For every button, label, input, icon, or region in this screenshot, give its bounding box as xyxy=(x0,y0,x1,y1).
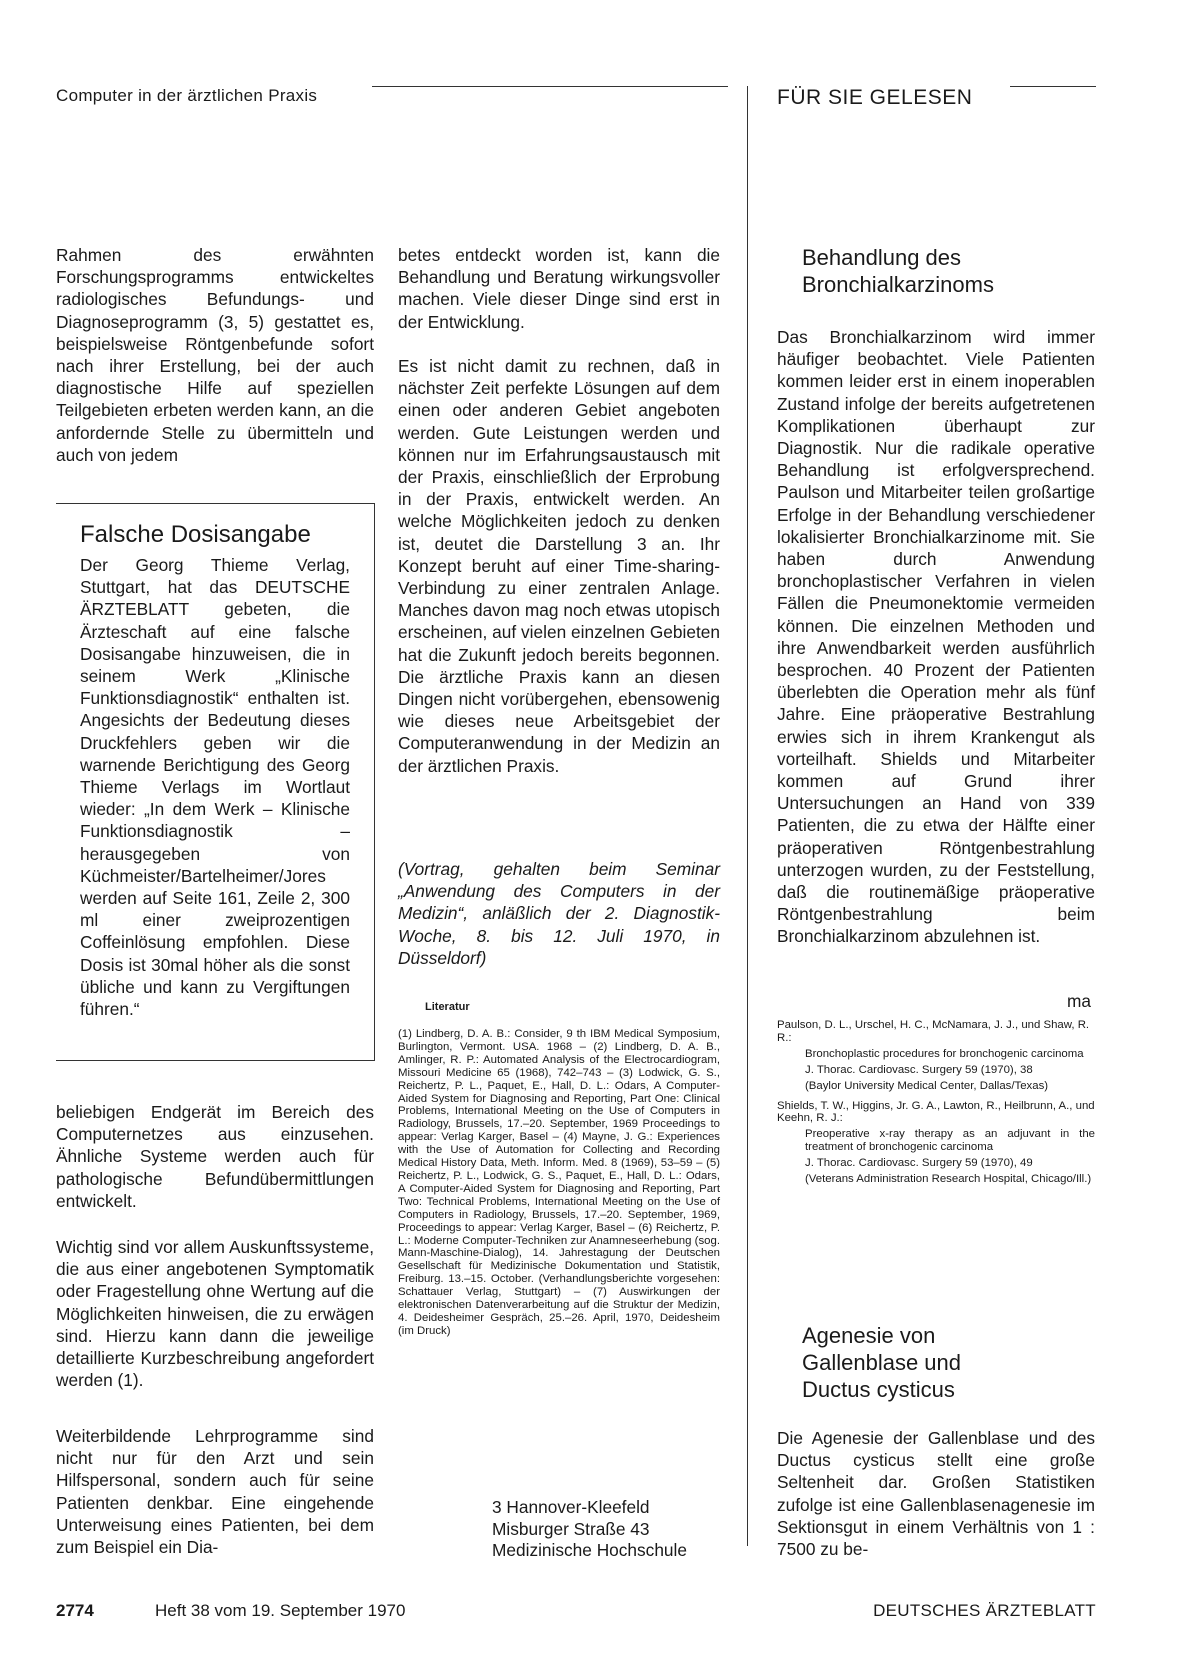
notice-box-text: Der Georg Thieme Verlag, Stuttgart, hat das DEUTSCHE ÄRZTEBLATT gebeten, die Ärzteschaft auf eine falsche Dosisangabe hinzuweisen, die in seinem Werk „Klinische Funktionsdiagnostik“ enthalten ist. Angesichts der Bedeutung dieses Druckfehlers geben wir die warnende Berichtigung des Georg Thieme Verlags im Wortlaut wieder: „In dem Werk – Klinische Funktionsdiagnostik – herausgegeben von Küchmeister/Bartelheimer/Jores werden auf Seite 161, Zeile 2, 300 ml einer zweiprozentigen Coffeinlösung empfohlen. Diese Dosis ist 30mal höher als die sonst übliche und kann zu Vergiftungen führen.“ xyxy=(80,555,350,1020)
ref1-title: Bronchoplastic procedures for bronchogenic carcinoma xyxy=(805,1047,1084,1060)
section-title: FÜR SIE GELESEN xyxy=(777,86,973,109)
article1-title xyxy=(802,244,994,298)
article1-signature: ma xyxy=(1067,991,1092,1011)
article1-text: Das Bronchialkarzinom wird immer häufiger beobachtet. Viele Patienten kommen leider erst in einem inoperablen Zustand infolge der bereits aufgetretenen Komplikationen überhaupt zur Diagnostik. Nur die radikale operative Behandlung ist erfolgversprechend. Paulson und Mitarbeiter teilen großartige Erfolge in der Behandlung verschiedener lokalisierter Bronchialkarzinome mit. Sie haben durch Anwendung bronchoplastischer Verfahren in vielen Fällen die Pneumonektomie vermeiden können. Die einzelnen Methoden und ihre Anwendbarkeit werden ausführlich besprochen. 40 Prozent der Patienten überlebten die Operation mehr als fünf Jahre. Eine präoperative Bestrahlung erwies sich in ihrem Krankengut als vorteilhaft. Shields und Mitarbeiter kommen auf Grund ihrer Untersuchungen an Hand von 339 Patienten, die zu etwa der Hälfte einer präoperativen Röntgenbestrahlung unterzogen wurden, zu der Feststellung, daß die routinemäßige präoperative Röntgenbestrahlung beim Bronchialkarzinom abzulehnen ist. xyxy=(777,327,1095,947)
ref1-authors: Paulson, D. L., Urschel, H. C., McNamara, J. J., und Shaw, R. R.: xyxy=(777,1019,1090,1044)
literature-list: (1) Lindberg, D. A. B.: Consider, 9 th IBM Medical Symposium, Burlington, Vermont. USA. 1968 – (2) Lindberg, D. A. B., Amlinger, R. P.: Automated Analysis of the Electrocardiogram, Missouri Medicine 65 (1968), 742–743 – (3) Lodwick, G. S., Reichertz, P. L., Paquet, E., Hall, D. L.: Odars, A Computer-Aided System for Diagnosing and Reporting, Part One: Clinical Problems, International Meeting on the Use of Computers in Radiology, Brussels, 17.–20. September, 1969 Proceedings to appear: Verlag Karger, Basel – (4) Mayne, J. G.: Experiences with the Use of Automation for Collecting and Recording Medical History Data, Meth. Inform. Med. 8 (1969), 53–59 – (5) Reichertz, P. L., Lodwick, G. S., Paquet, E., Hall, D. L.: Odars, A Computer-Aided System for Diagnosing and Reporting, Part Two: Technical Problems, International Meeting on the Use of Computers in Radiology, Brussels, 17.–20. September, 1969, Proceedings to appear: Verlag Karger, Basel – (6) Reichertz, P. L.: Moderne Computer-Techniken zur Anamneseerhebung (sog. Mann-Maschine-Dialog), 14. Jahrestagung der Deutschen Gesellschaft für Medizinische Dokumentation und Statistik, Freiburg. 13.–15. October. (Verhandlungsberichte vorgesehen: Schattauer Verlag, Stuttgart) – (7) Auswirkungen der elektronischen Datenverarbeitung auf die Struktur der Medizin, 4. Deidesheimer Gespräch, 25.–26. April, 1970, Deidesheim (im Druck) xyxy=(398,1028,720,1337)
running-header-left: Computer in der ärztlichen Praxis xyxy=(56,86,318,105)
ref2-institution: (Veterans Administration Research Hospital, Chicago/Ill.) xyxy=(805,1173,1092,1186)
address-line-1: 3 Hannover-Kleefeld xyxy=(492,1497,650,1517)
article1-title-line-1: Behandlung des xyxy=(802,245,962,270)
author-address xyxy=(492,1497,687,1562)
article1-references xyxy=(777,1019,1095,1189)
issue-info: Heft 38 vom 19. September 1970 xyxy=(155,1601,406,1620)
header-rule-left xyxy=(372,86,728,87)
literature-heading: Literatur xyxy=(425,1001,470,1013)
ref2-journal: J. Thorac. Cardiovasc. Surgery 59 (1970), 49 xyxy=(805,1157,1033,1170)
col2-paragraph-2: Es ist nicht damit zu rechnen, daß in nächster Zeit perfekte Lösungen auf dem einen oder anderen Gebiet angeboten werden. Gute Leistungen werden und können nur im Erfahrungsaustausch mit der Praxis, einschließlich der Erprobung in der Praxis, entwickelt werden. An welche Möglichkeiten jedoch zu denken ist, deutet die Darstellung 3 an. Ihr Konzept beruht auf einer Time-sharing-Verbindung zu einer zentralen Anlage. Manches davon mag noch etwas utopisch erscheinen, auf vielen einzelnen Gebieten hat die Zukunft jedoch bereits begonnen. Die ärztliche Praxis kann an diesen Dingen nicht vorübergehen, ebensowenig wie dieses neue Arbeitsgebiet der Computeranwendung in der Medizin an der ärztlichen Praxis. xyxy=(398,356,720,776)
article2-title-line-3: Ductus cysticus xyxy=(802,1377,955,1402)
ref2-title: Preoperative x-ray therapy as an adjuvant in the treatment of bronchogenic carcinoma xyxy=(805,1128,1095,1154)
col1-paragraph-3: Wichtig sind vor allem Auskunftssysteme, die aus einer angebotenen Symptomatik oder Fragestellung ohne Wertung auf die Möglichkeiten hinweisen, die zu erwägen sind. Hierzu kann dann die jeweilige detaillierte Kurzbeschreibung angefordert werden (1). xyxy=(56,1237,374,1391)
ref2-authors: Shields, T. W., Higgins, Jr. G. A., Lawton, R., Heilbrunn, A., und Keehn, R. J.: xyxy=(777,1099,1095,1125)
notice-box-title: Falsche Dosisangabe xyxy=(80,521,311,548)
col1-paragraph-4: Weiterbildende Lehrprogramme sind nicht nur für den Arzt und sein Hilfspersonal, sondern auch für seine Patienten denkbar. Eine eingehende Unterweisung eines Patienten, bei dem zum Beispiel ein Dia- xyxy=(56,1426,374,1558)
lecture-note: (Vortrag, gehalten beim Seminar „Anwendung des Computers in der Medizin“, anläßlich der 2. Diagnostik-Woche, 8. bis 12. Juli 1970, in Düsseldorf) xyxy=(398,859,720,968)
ref1-institution: (Baylor University Medical Center, Dallas/Texas) xyxy=(805,1079,1049,1092)
col1-paragraph-1: Rahmen des erwähnten Forschungsprogramms entwickeltes radiologisches Befundungs- und Diagnoseprogramm (3, 5) gestattet es, beispielsweise Röntgenbefunde sofort nach ihrer Erstellung, bei der auch diagnostische Hilfe auf speziellen Teilgebieten erbeten werden kann, an die anfordernde Stelle zu übermitteln und auch von jedem xyxy=(56,245,374,465)
journal-name: DEUTSCHES ÄRZTEBLATT xyxy=(873,1601,1096,1620)
ref1-journal: J. Thorac. Cardiovasc. Surgery 59 (1970), 38 xyxy=(805,1063,1033,1076)
article1-title-line-2: Bronchialkarzinoms xyxy=(802,272,994,297)
article2-title-line-1: Agenesie von xyxy=(802,1323,936,1348)
col2-paragraph-1: betes entdeckt worden ist, kann die Behandlung und Beratung wirkungsvoller machen. Viele dieser Dinge sind erst in der Entwicklung. xyxy=(398,245,720,332)
page-number: 2774 xyxy=(56,1601,94,1620)
header-rule-right xyxy=(1010,86,1096,87)
column-divider xyxy=(747,86,748,1546)
address-line-3: Medizinische Hochschule xyxy=(492,1540,687,1560)
article2-text: Die Agenesie der Gallenblase und des Ductus cysticus stellt eine große Seltenheit dar. Großen Statistiken zufolge ist eine Gallenblasenagenesie im Sektionsgut in einem Verhältnis von 1 : 7500 zu be- xyxy=(777,1428,1095,1560)
article2-title xyxy=(802,1322,961,1403)
address-line-2: Misburger Straße 43 xyxy=(492,1518,650,1539)
article2-title-line-2: Gallenblase und xyxy=(802,1350,962,1375)
col1-paragraph-2: beliebigen Endgerät im Bereich des Computernetzes aus einzusehen. Ähnliche Systeme werden auch für pathologische Befundübermittlungen entwickelt. xyxy=(56,1102,374,1211)
